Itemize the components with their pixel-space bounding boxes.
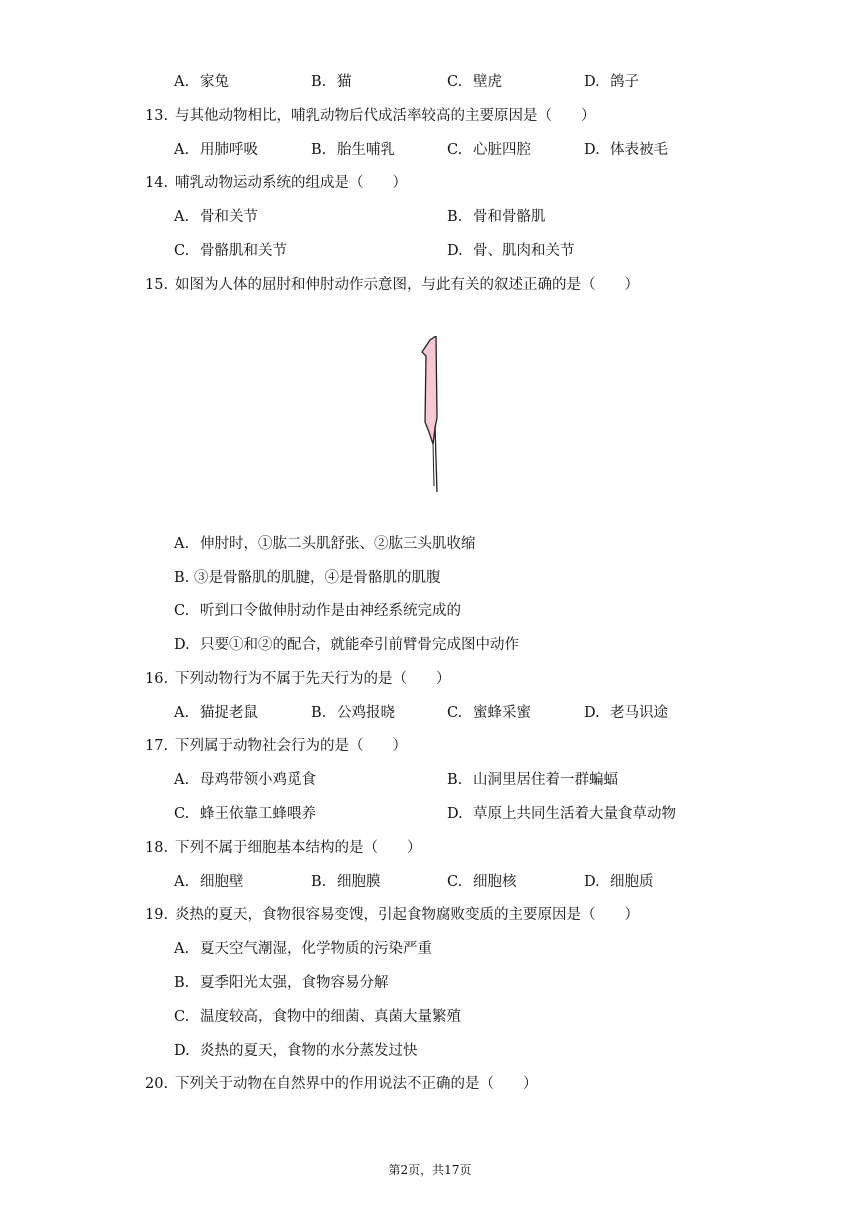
q20-stem: 20. 下列关于动物在自然界中的作用说法不正确的是（ ）: [145, 1076, 538, 1092]
q18-option-a: A. 细胞壁: [174, 874, 244, 890]
q16-option-d: D. 老马识途: [584, 705, 668, 721]
q17-option-b: B. 山洞里居住着一群蝙蝠: [447, 772, 618, 788]
q12-option-c: C. 壁虎: [447, 74, 502, 90]
q14-option-d: D. 骨、肌肉和关节: [447, 243, 575, 259]
arm-sketch-image: [420, 336, 446, 492]
q12-option-b: B. 猫: [311, 74, 352, 90]
q14-option-b: B. 骨和骨骼肌: [447, 209, 546, 225]
elbow-flexion-extension-figure: [420, 336, 446, 492]
q15-option-a: A. 伸肘时，①肱二头肌舒张、②肱三头肌收缩: [174, 536, 476, 552]
q14-option-a: A. 骨和关节: [174, 209, 258, 225]
q14-option-c: C. 骨骼肌和关节: [174, 243, 287, 259]
q19-option-a: A. 夏天空气潮湿，化学物质的污染严重: [174, 941, 432, 957]
q18-stem: 18. 下列不属于细胞基本结构的是（ ）: [145, 840, 422, 856]
q12-option-d: D. 鸽子: [584, 74, 639, 90]
q19-option-b: B. 夏季阳光太强，食物容易分解: [174, 975, 389, 991]
q14-stem: 14. 哺乳动物运动系统的组成是（ ）: [145, 175, 407, 191]
q15-option-c: C. 听到口令做伸肘动作是由神经系统完成的: [174, 603, 461, 619]
q13-stem: 13. 与其他动物相比，哺乳动物后代成活率较高的主要原因是（ ）: [145, 108, 596, 124]
q15-stem: 15. 如图为人体的屈肘和伸肘动作示意图，与此有关的叙述正确的是（ ）: [145, 277, 639, 293]
q18-option-d: D. 细胞质: [584, 874, 654, 890]
q12-option-a: A. 家兔: [174, 74, 229, 90]
q16-stem: 16. 下列动物行为不属于先天行为的是（ ）: [145, 671, 451, 687]
q17-option-d: D. 草原上共同生活着大量食草动物: [447, 806, 676, 822]
q13-option-b: B. 胎生哺乳: [311, 142, 395, 158]
q19-option-c: C. 温度较高，食物中的细菌、真菌大量繁殖: [174, 1009, 461, 1025]
page-footer: 第2页，共17页: [388, 1163, 472, 1177]
q19-option-d: D. 炎热的夏天，食物的水分蒸发过快: [174, 1043, 418, 1059]
q18-option-b: B. 细胞膜: [311, 874, 381, 890]
q17-option-c: C. 蜂王依靠工蜂喂养: [174, 806, 316, 822]
q17-stem: 17. 下列属于动物社会行为的是（ ）: [145, 738, 407, 754]
q13-option-d: D. 体表被毛: [584, 142, 668, 158]
q16-option-c: C. 蜜蜂采蜜: [447, 705, 531, 721]
q13-option-c: C. 心脏四腔: [447, 142, 531, 158]
q19-stem: 19. 炎热的夏天，食物很容易变馊，引起食物腐败变质的主要原因是（ ）: [145, 907, 639, 923]
q17-option-a: A. 母鸡带领小鸡觅食: [174, 772, 316, 788]
q16-option-b: B. 公鸡报晓: [311, 705, 395, 721]
q13-option-a: A. 用肺呼吸: [174, 142, 258, 158]
q18-option-c: C. 细胞核: [447, 874, 517, 890]
q16-option-a: A. 猫捉老鼠: [174, 705, 258, 721]
q15-option-d: D. 只要①和②的配合，就能牵引前臂骨完成图中动作: [174, 637, 519, 653]
q15-option-b: B. ③是骨骼肌的肌腱，④是骨骼肌的肌腹: [174, 570, 441, 586]
